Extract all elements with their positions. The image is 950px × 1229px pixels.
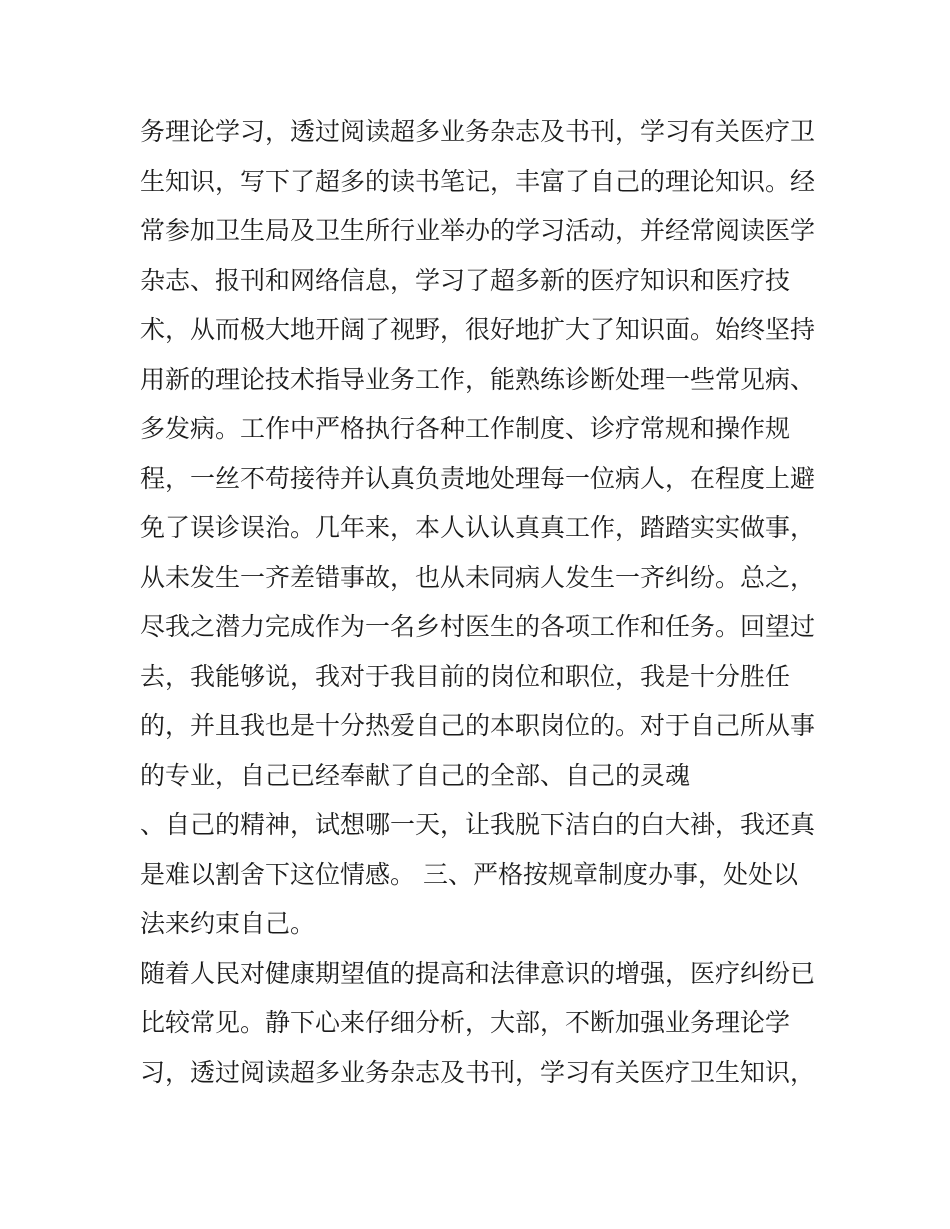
text-line-14: 的专业，自己已经奉献了自己的全部、自己的灵魂 (140, 760, 691, 790)
text-line-17: 法来约束自己。 (140, 909, 316, 938)
text-line-13: 的，并且我也是十分热爱自己的本职岗位的。对于自己所从事 (140, 711, 816, 740)
text-line-7: 多发病。工作中严格执行各种工作制度、诊疗常规和操作规 (140, 414, 791, 443)
text-line-2: 生知识，写下了超多的读书笔记，丰富了自己的理论知识。经 (140, 166, 816, 196)
text-line-16: 是难以割舍下这位情感。 三、严格按规章制度办事，处处以 (140, 859, 798, 889)
text-line-8: 程，一丝不苟接待并认真负责地处理每一位病人，在程度上避 (140, 463, 816, 493)
text-line-10: 从未发生一齐差错事故，也从未同病人发生一齐纠纷。总之， (140, 562, 816, 592)
text-line-15: 、自己的精神，试想哪一天，让我脱下洁白的白大褂，我还真 (140, 810, 816, 839)
text-line-1: 务理论学习，透过阅读超多业务杂志及书刊，学习有关医疗卫 (140, 117, 816, 146)
text-line-6: 用新的理论技术指导业务工作，能熟练诊断处理一些常见病、 (140, 364, 816, 394)
text-line-20: 习，透过阅读超多业务杂志及书刊，学习有关医疗卫生知识， (140, 1057, 816, 1087)
text-line-4: 杂志、报刊和网络信息，学习了超多新的医疗知识和医疗技 (140, 265, 791, 295)
text-line-3: 常参加卫生局及卫生所行业举办的学习活动，并经常阅读医学 (140, 216, 816, 245)
text-line-11: 尽我之潜力完成作为一名乡村医生的各项工作和任务。回望过 (140, 612, 816, 641)
text-line-12: 去，我能够说，我对于我目前的岗位和职位，我是十分胜任 (140, 661, 791, 691)
text-line-18: 随着人民对健康期望值的提高和法律意识的增强，医疗纠纷已 (140, 958, 816, 988)
text-line-19: 比较常见。静下心来仔细分析，大部，不断加强业务理论学 (140, 1008, 791, 1037)
text-line-9: 免了误诊误治。几年来，本人认认真真工作，踏踏实实做事， (140, 513, 816, 542)
body-text (140, 107, 820, 1097)
text-line-5: 术，从而极大地开阔了视野，很好地扩大了知识面。始终坚持 (140, 315, 816, 344)
